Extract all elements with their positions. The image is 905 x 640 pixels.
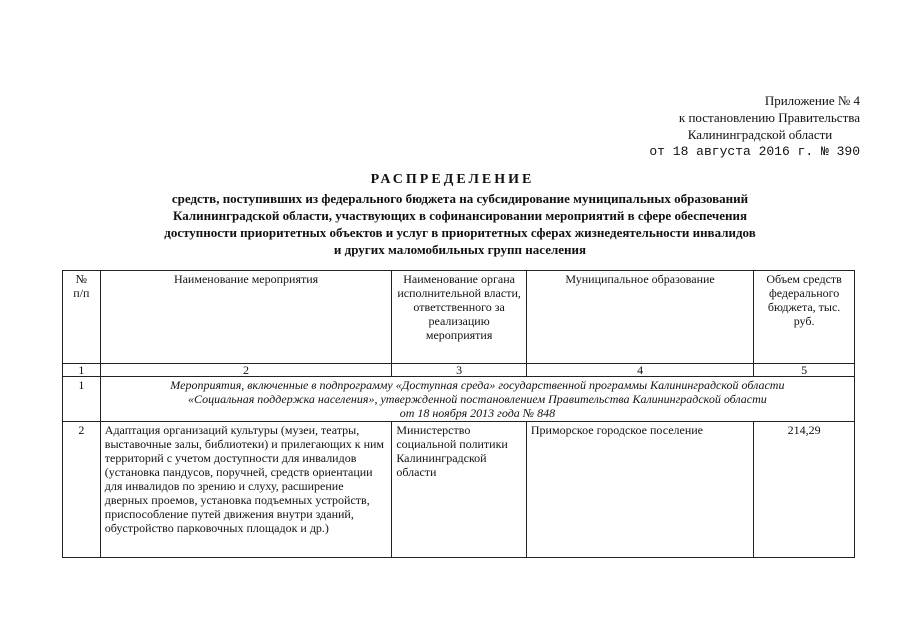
appendix-line-3: Калининградской области xyxy=(687,127,833,142)
header-municipality: Муниципальное образование xyxy=(526,271,753,364)
document-title: РАСПРЕДЕЛЕНИЕ xyxy=(370,172,535,187)
subtitle-line-4: и других маломобильных групп населения xyxy=(333,242,587,257)
column-number: 3 xyxy=(392,364,527,377)
appendix-line-1: Приложение № 4 xyxy=(764,93,860,108)
row-municipality: Приморское городское поселение xyxy=(526,422,753,558)
header-num: № п/п xyxy=(63,271,101,364)
document-subtitle xyxy=(100,190,820,258)
table-header-row xyxy=(63,271,855,364)
distribution-table xyxy=(62,270,855,558)
section-num: 1 xyxy=(63,377,101,422)
subtitle-line-2: Калининградской области, участвующих в софинансировании мероприятий в сфере обеспечения xyxy=(172,208,748,223)
table-row xyxy=(63,422,855,558)
row-name: Адаптация организаций культуры (музеи, театры, выставочные залы, библиотеки) и прилегающих к ним территорий с учетом доступности для инвалидов (установка пандусов, поручней, средств ориентации для инвалидов по зрению и слуху, расширение дверных проемов, установка подъемных устройств, приспособление путей движения внутри зданий, обустройство парковочных площадок и др.) xyxy=(100,422,392,558)
appendix-block xyxy=(560,92,860,160)
column-number-row xyxy=(63,364,855,377)
header-volume: Объем средств федерального бюджета, тыс. руб. xyxy=(754,271,855,364)
column-number: 2 xyxy=(100,364,392,377)
subtitle-line-1: средств, поступивших из федерального бюджета на субсидирование муниципальных образований xyxy=(171,191,749,206)
section-title-line-1: Мероприятия, включенные в подпрограмму «Доступная среда» государственной программы Калининградской области xyxy=(170,378,785,392)
section-title xyxy=(100,377,854,422)
column-number: 5 xyxy=(754,364,855,377)
section-row xyxy=(63,377,855,422)
appendix-date-line: от 18 августа 2016 г. № 390 xyxy=(649,144,860,159)
section-title-line-2: «Социальная поддержка населения», утвержденной постановлением Правительства Калининградской области xyxy=(187,392,767,406)
row-num: 2 xyxy=(63,422,101,558)
row-authority: Министерство социальной политики Калининградской области xyxy=(392,422,527,558)
column-number: 4 xyxy=(526,364,753,377)
subtitle-line-3: доступности приоритетных объектов и услуг в приоритетных сферах жизнедеятельности инвалидов xyxy=(164,225,756,240)
appendix-line-2: к постановлению Правительства xyxy=(678,110,860,125)
section-title-line-3: от 18 ноября 2013 года № 848 xyxy=(399,406,556,420)
row-volume: 214,29 xyxy=(754,422,855,558)
column-number: 1 xyxy=(63,364,101,377)
header-name: Наименование мероприятия xyxy=(100,271,392,364)
header-authority: Наименование органа исполнительной власти, ответственного за реализацию мероприятия xyxy=(392,271,527,364)
